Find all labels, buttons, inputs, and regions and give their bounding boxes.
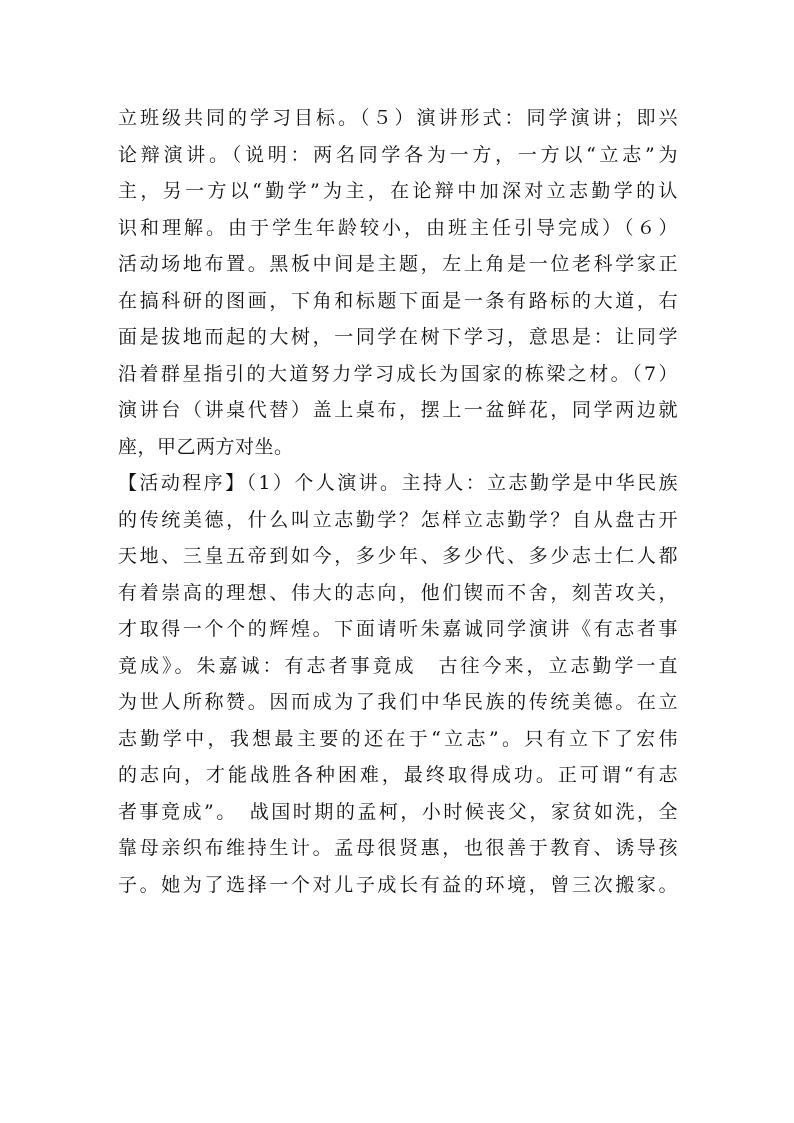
text-line: 才取得一个个的辉煌。下面请听朱嘉诚同学演讲《有志者事 <box>118 618 678 640</box>
text-line: 座，甲乙两方对坐。 <box>118 435 294 458</box>
text-line: 演讲台（讲桌代替）盖上桌布，摆上一盆鲜花，同学两边就 <box>118 399 678 421</box>
text-line: 活动场地布置。黑板中间是主题，左上角是一位老科学家正 <box>118 253 678 275</box>
text-line: 有着崇高的理想、伟大的志向，他们锲而不舍，刻苦攻关， <box>118 581 678 604</box>
text-line: 面是拔地而起的大树，一同学在树下学习，意思是：让同学 <box>118 326 678 348</box>
text-line: 子。她为了选择一个对儿子成长有益的环境，曾三次搬家。 <box>118 873 678 896</box>
text-line: 天地、三皇五帝到如今，多少年、多少代、多少志士仁人都 <box>118 545 678 567</box>
text-line: 靠母亲织布维持生计。孟母很贤惠，也很善于教育、诱导孩 <box>118 837 678 859</box>
text-line: 沿着群星指引的大道努力学习成长为国家的栋梁之材。（7） <box>118 362 678 385</box>
body-text <box>118 100 678 903</box>
text-line: 【活动程序】（1）个人演讲。主持人：立志勤学是中华民族 <box>118 472 678 494</box>
text-line: 者事竟成”。 战国时期的孟柯，小时候丧父，家贫如洗，全 <box>118 800 678 823</box>
text-line: 立班级共同的学习目标。（５）演讲形式：同学演讲；即兴 <box>118 107 678 129</box>
text-line: 的志向，才能战胜各种困难，最终取得成功。正可谓“有志 <box>118 764 678 786</box>
text-line: 为世人所称赞。因而成为了我们中华民族的传统美德。在立 <box>118 691 678 713</box>
text-line: 竟成》。朱嘉诚：有志者事竟成 古往今来，立志勤学一直 <box>118 654 678 677</box>
text-line: 志勤学中，我想最主要的还在于“立志”。只有立下了宏伟 <box>118 727 678 750</box>
text-line: 的传统美德，什么叫立志勤学？怎样立志勤学？自从盘古开 <box>118 508 678 531</box>
text-line: 主，另一方以“勤学”为主，在论辩中加深对立志勤学的认 <box>118 180 678 202</box>
text-line: 论辩演讲。（说明：两名同学各为一方，一方以“立志”为 <box>118 143 678 166</box>
text-line: 识和理解。由于学生年龄较小，由班主任引导完成）（６） <box>118 216 678 239</box>
text-line: 在搞科研的图画，下角和标题下面是一条有路标的大道，右 <box>118 289 678 312</box>
